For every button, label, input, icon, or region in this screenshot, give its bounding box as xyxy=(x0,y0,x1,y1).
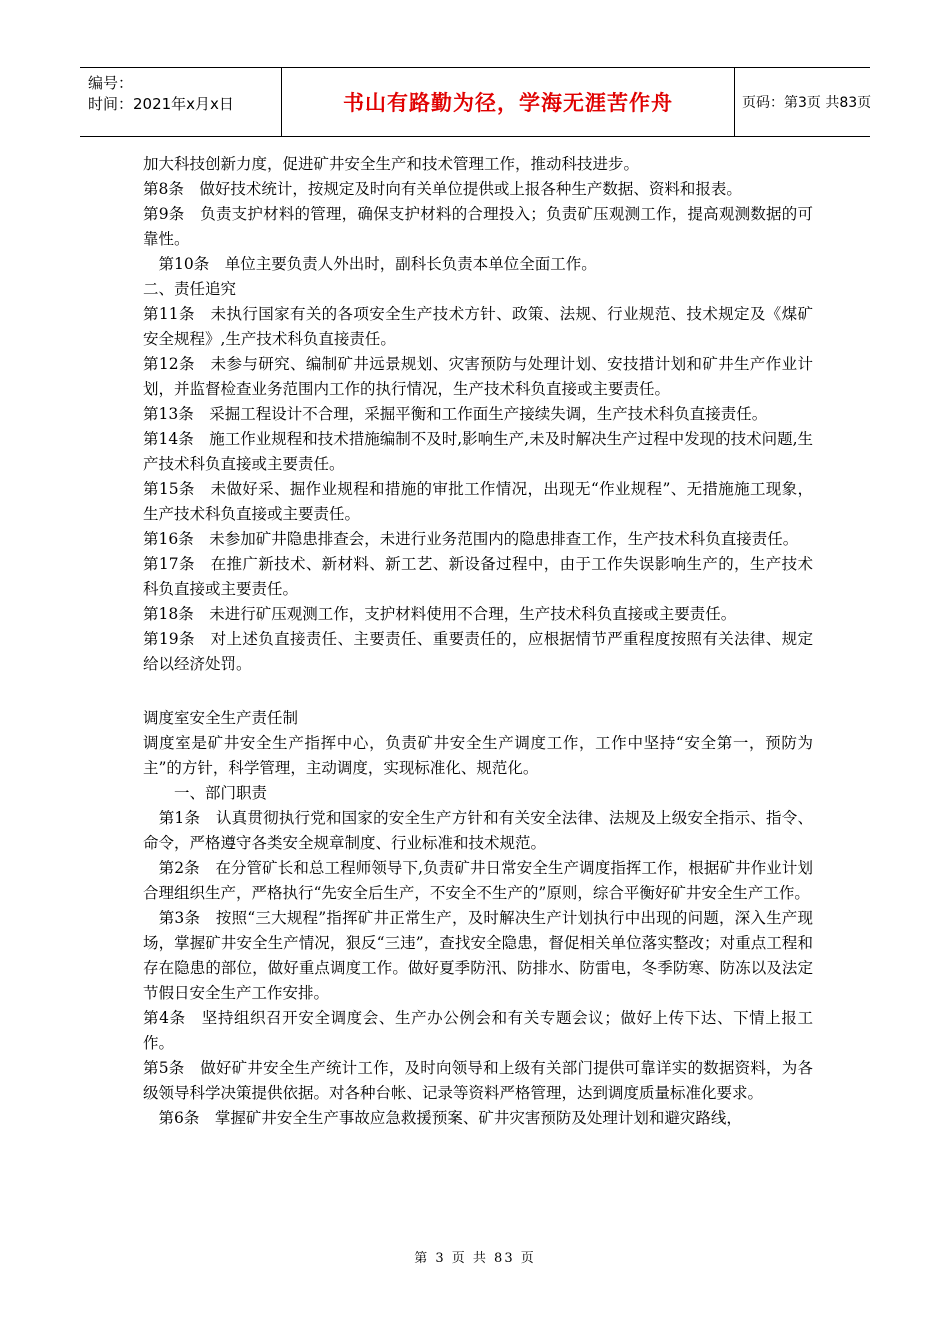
paragraph: 第14条 施工作业规程和技术措施编制不及时,影响生产,未及时解决生产过程中发现的技术问题,生产技术科负直接或主要责任。 xyxy=(143,430,814,473)
paragraph: 第15条 未做好采、掘作业规程和措施的审批工作情况，出现无“作业规程”、无措施施工现象，生产技术科负直接或主要责任。 xyxy=(143,480,813,523)
paragraph: 第16条 未参加矿井隐患排查会，未进行业务范围内的隐患排查工作，生产技术科负直接责任。 xyxy=(143,530,799,548)
header-page-info: 页码：第3页 共83页 xyxy=(742,95,872,111)
page-footer: 第 3 页 共 83 页 xyxy=(414,1251,536,1266)
paragraph: 第10条 单位主要负责人外出时，副科长负责本单位全面工作。 xyxy=(143,255,597,273)
paragraph: 第8条 做好技术统计，按规定及时向有关单位提供或上报各种生产数据、资料和报表。 xyxy=(143,180,742,198)
paragraph: 第9条 负责支护材料的管理，确保支护材料的合理投入；负责矿压观测工作，提高观测数据的可靠性。 xyxy=(143,205,813,248)
paragraph: 一、部门职责 xyxy=(143,784,268,802)
paragraph: 加大科技创新力度，促进矿井安全生产和技术管理工作，推动科技进步。 xyxy=(143,155,640,173)
number-label: 编号： xyxy=(88,74,134,92)
paragraph: 第11条 未执行国家有关的各项安全生产技术方针、政策、法规、行业规范、技术规定及《煤矿安全规程》,生产技术科负直接责任。 xyxy=(143,305,813,348)
paragraph: 第18条 未进行矿压观测工作，支护材料使用不合理，生产技术科负直接或主要责任。 xyxy=(143,605,737,623)
paragraph: 第4条 坚持组织召开安全调度会、生产办公例会和有关专题会议；做好上传下达、下情上报工作。 xyxy=(143,1009,813,1052)
paragraph: 调度室安全生产责任制 xyxy=(143,709,299,727)
paragraph: 第5条 做好矿井安全生产统计工作，及时向领导和上级有关部门提供可靠详实的数据资料，为各级领导科学决策提供依据。对各种台帐、记录等资料严格管理，达到调度质量标准化要求。 xyxy=(143,1059,813,1102)
page-header xyxy=(80,67,870,137)
paragraph-gap xyxy=(143,677,813,706)
paragraph: 第6条 掌握矿井安全生产事故应急救援预案、矿井灾害预防及处理计划和避灾路线， xyxy=(143,1109,742,1127)
paragraph: 第19条 对上述负直接责任、主要责任、重要责任的，应根据情节严重程度按照有关法律、规定给以经济处罚。 xyxy=(143,630,813,673)
document-body xyxy=(143,152,813,1131)
paragraph: 第12条 未参与研究、编制矿井远景规划、灾害预防与处理计划、安技措计划和矿井生产作业计划，并监督检查业务范围内工作的执行情况，生产技术科负直接或主要责任。 xyxy=(143,355,813,398)
paragraph: 二、责任追究 xyxy=(143,280,237,298)
paragraph: 第17条 在推广新技术、新材料、新工艺、新设备过程中，由于工作失误影响生产的，生产技术科负直接或主要责任。 xyxy=(143,555,813,598)
paragraph: 第2条 在分管矿长和总工程师领导下,负责矿井日常安全生产调度指挥工作，根据矿井作业计划合理组织生产，严格执行“先安全后生产，不安全不生产的”原则，综合平衡好矿井安全生产工作。 xyxy=(143,859,813,902)
paragraph: 第13条 采掘工程设计不合理，采掘平衡和工作面生产接续失调，生产技术科负直接责任。 xyxy=(143,405,768,423)
header-motto: 书山有路勤为径，学海无涯苦作舟 xyxy=(282,68,735,136)
paragraph: 调度室是矿井安全生产指挥中心，负责矿井安全生产调度工作，工作中坚持“安全第一，预防为主”的方针，科学管理，主动调度，实现标准化、规范化。 xyxy=(143,734,813,777)
header-meta xyxy=(80,68,282,136)
paragraph: 第1条 认真贯彻执行党和国家的安全生产方针和有关安全法律、法规及上级安全指示、指令、命令，严格遵守各类安全规章制度、行业标准和技术规范。 xyxy=(143,809,813,852)
paragraph: 第3条 按照“三大规程”指挥矿井正常生产，及时解决生产计划执行中出现的问题，深入生产现场，掌握矿井安全生产情况，狠反“三违”，查找安全隐患，督促相关单位落实整改；对重点工程和存在隐患的部位，做好重点调度工作。做好夏季防汛、防排水、防雷电，冬季防寒、防冻以及法定节假日安全生产工作安排。 xyxy=(143,909,813,1002)
time-label: 时间：2021年x月x日 xyxy=(88,95,234,113)
